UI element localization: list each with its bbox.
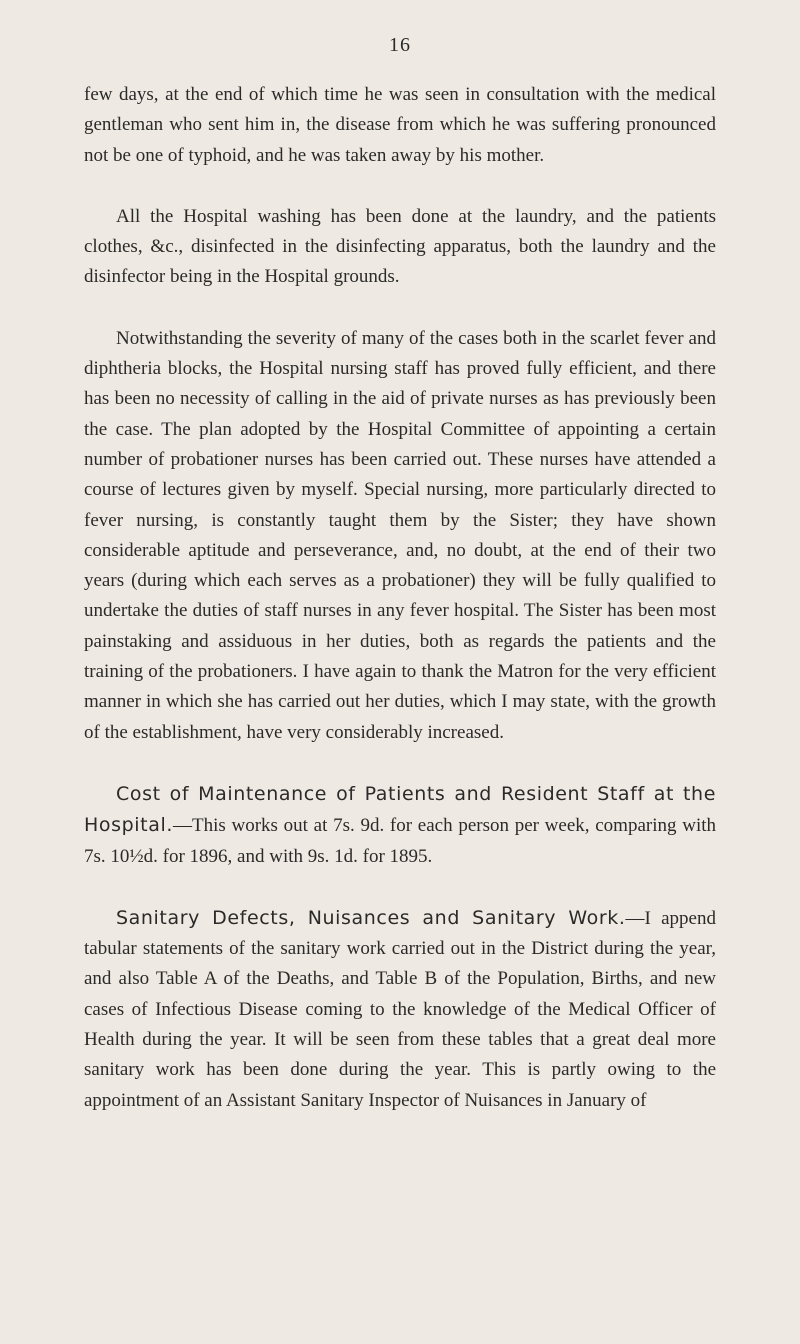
paragraph-nursing-staff: Notwithstanding the severity of many of the cases both in the scarlet fever and diphtheria blocks, the Hospital nursing staff has proved fully efficient, and there has been no necessity of calling in the aid of private nurses as has previously been the case. The plan adopted by the Hospital Committee of appointing a certain number of probationer nurses has been carried out. These nurses have attended a course of lectures given by myself. Special nursing, more particularly directed to fever nursing, is constantly taught them by the Sister; they have shown considerable aptitude and perseverance, and, no doubt, at the end of their two years (during which each serves as a probationer) they will be fully qualified to undertake the duties of staff nurses in any fever hospital. The Sister has been most painstaking and assiduous in her duties, both as regards the patients and the training of the probationers. I have again to thank the Matron for the very efficient manner in which she has carried out her duties, which I may state, with the growth of the establishment, have very considerably increased. [84, 327, 716, 743]
cost-of-maintenance-heading: Cost of Maintenance of Patients and Resident Staff at the Hospital. [84, 782, 716, 837]
cost-of-maintenance-text: —This works out at 7s. 9d. for each person per week, comparing with 7s. 10½d. for 1896, and with 9s. 1d. for 1895. [84, 815, 716, 867]
sanitary-defects-heading: Sanitary Defects, Nuisances and Sanitary Work. [116, 906, 626, 929]
paragraph-cost-of-maintenance [84, 779, 716, 872]
paragraph-sanitary-defects [84, 903, 716, 1116]
document-body [84, 80, 716, 1147]
sanitary-defects-text: —I append tabular statements of the sanitary work carried out in the District during the year, and also Table A of the Deaths, and Table B of the Population, Births, and new cases of Infectious Disease coming to the knowledge of the Medical Officer of Health during the year. It will be seen from these tables that a great deal more sanitary work has been done during the year. This is partly owing to the appointment of an Assistant Sanitary Inspector of Nuisances in January of [84, 907, 716, 1111]
paragraph-consultation: few days, at the end of which time he was seen in consultation with the medical gentleman who sent him in, the disease from which he was suffering pronounced not be one of typhoid, and he was taken away by his mother. [84, 84, 716, 166]
paragraph-laundry: All the Hospital washing has been done at the laundry, and the patients clothes, &c., disinfected in the disinfecting apparatus, both the laundry and the disinfector being in the Hospital grounds. [84, 205, 716, 288]
page-number: 16 [389, 34, 411, 56]
